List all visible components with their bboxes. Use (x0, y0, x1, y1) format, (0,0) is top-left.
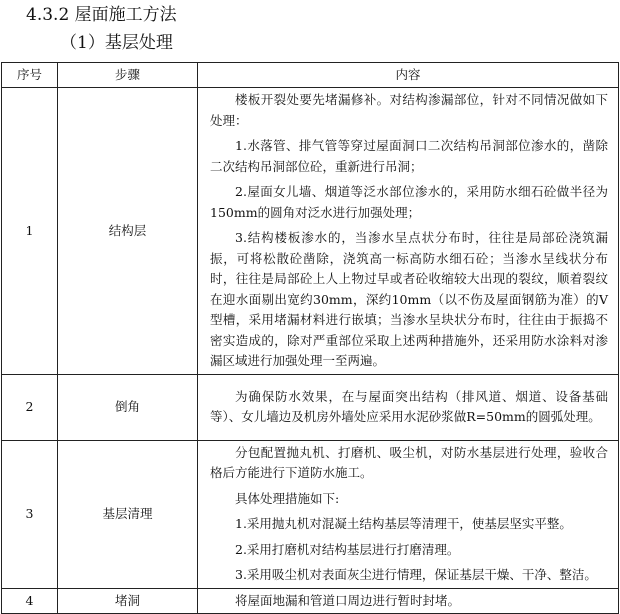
header-step: 步骤 (58, 63, 198, 88)
row-content (198, 374, 619, 440)
content-paragraph: 楼板开裂处要先堵漏修补。对结构渗漏部位，针对不同情况做如下处理： (210, 92, 608, 128)
content-paragraph: 2.屋面女儿墙、烟道等泛水部位渗水的，采用防水细石砼做半径为150mm的圆角对泛水进行加强处理； (210, 184, 608, 220)
row-number: 1 (2, 88, 58, 375)
section-heading: 4.3.2 屋面施工方法 (26, 5, 177, 25)
row-content (198, 440, 619, 588)
row-number: 4 (2, 588, 58, 614)
table-row (2, 88, 619, 375)
table-row (2, 440, 619, 588)
row-content (198, 88, 619, 375)
table-header-row (2, 63, 619, 88)
row-step: 基层清理 (58, 440, 198, 588)
table-row (2, 588, 619, 614)
row-content (198, 588, 619, 614)
content-paragraph: 1.水落管、排气管等穿过屋面洞口二次结构吊洞部位渗水的，凿除二次结构吊洞部位砼，重新进行吊洞； (210, 138, 608, 174)
sub-heading: （1）基层处理 (60, 33, 173, 53)
content-paragraph: 分包配置抛丸机、打磨机、吸尘机，对防水基层进行处理，验收合格后方能进行下道防水施工。 (210, 444, 608, 480)
row-number: 3 (2, 440, 58, 588)
row-step: 结构层 (58, 88, 198, 375)
header-content: 内容 (198, 63, 619, 88)
header-number: 序号 (2, 63, 58, 88)
row-number: 2 (2, 374, 58, 440)
content-paragraph: 为确保防水效果，在与屋面突出结构（排风道、烟道、设备基础等）、女儿墙边及机房外墙处应采用水泥砂浆做R=50mm的圆弧处理。 (210, 388, 608, 424)
content-paragraph: 3.采用吸尘机对表面灰尘进行情理，保证基层干燥、干净、整洁。 (235, 567, 597, 582)
table-row (2, 374, 619, 440)
content-paragraph: 1.采用抛丸机对混凝土结构基层等清理干，使基层坚实平整。 (235, 516, 572, 531)
row-step: 倒角 (58, 374, 198, 440)
content-paragraph: 具体处理措施如下: (235, 490, 340, 506)
content-paragraph: 3.结构楼板渗水的，当渗水呈点状分布时，往往是局部砼浇筑漏振，可将松散砼凿除，浇筑高一标高防水细石砼；当渗水呈线状分布时，往往是局部砼上人上物过早或者砼收缩较大出现的裂纹，顺着裂纹在迎水面剔出宽约30mm，深约10mm（以不伤及屋面钢筋为准）的V型槽，采用堵漏材料进行嵌填；当渗水呈块状分布时，往往由于振捣不密实造成的，除对严重部位采取上述两种措施外，还采用防水涂料对渗漏区域进行加强处理一至两遍。 (210, 230, 608, 368)
content-paragraph: 将屋面地漏和管道口周边进行暂时封堵。 (235, 592, 461, 608)
content-paragraph: 2.采用打磨机对结构基层进行打磨清理。 (235, 541, 460, 557)
construction-table (1, 62, 619, 614)
row-step: 堵洞 (58, 588, 198, 614)
